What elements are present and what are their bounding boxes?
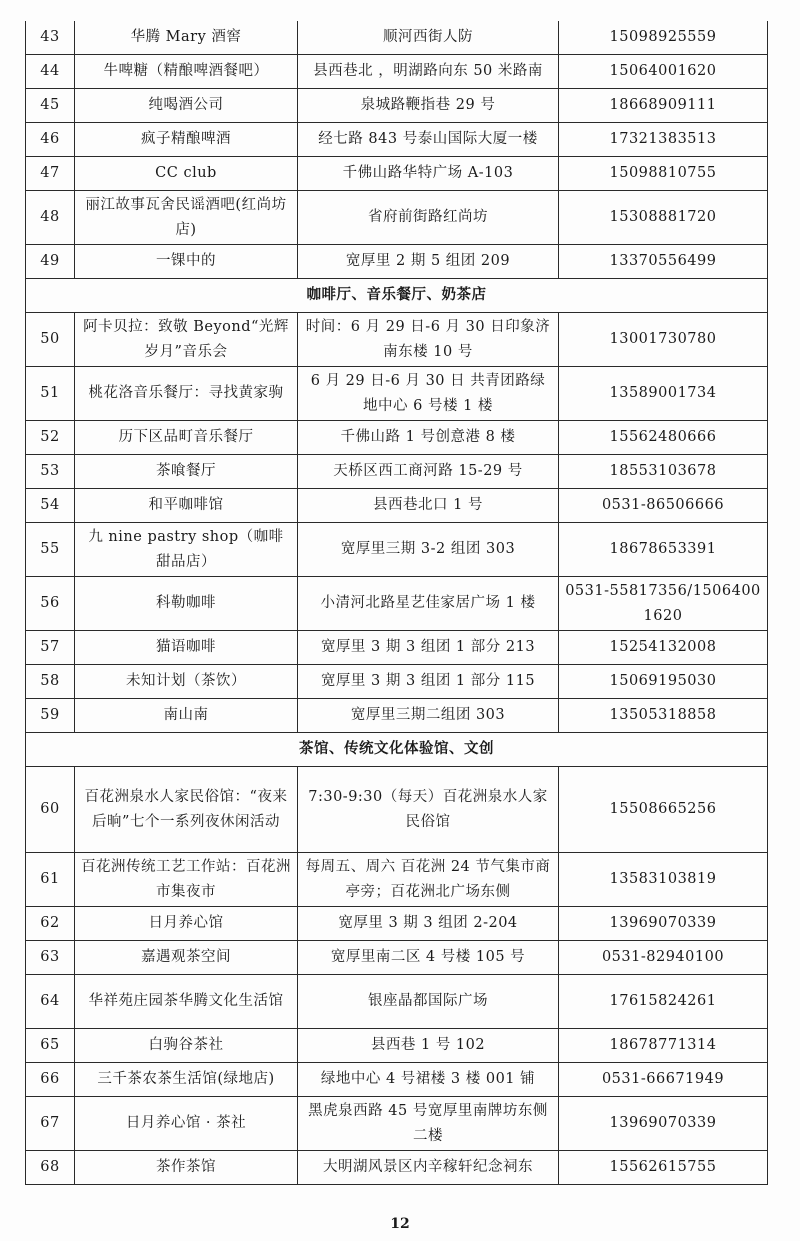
- row-number: 43: [26, 21, 75, 55]
- venue-address: 大明湖风景区内辛稼轩纪念祠东: [298, 1151, 559, 1185]
- row-number: 56: [26, 577, 75, 631]
- venue-name: 桃花洛音乐餐厅：寻找黄家驹: [75, 367, 298, 421]
- venue-address: 宽厚里三期 3-2 组团 303: [298, 523, 559, 577]
- venue-phone: 0531-82940100: [559, 941, 768, 975]
- venue-phone: 13969070339: [559, 1097, 768, 1151]
- venue-phone: 0531-66671949: [559, 1063, 768, 1097]
- venue-address: 宽厚里 2 期 5 组团 209: [298, 245, 559, 279]
- table-row: [26, 975, 768, 1029]
- venue-address: 千佛山路华特广场 A-103: [298, 157, 559, 191]
- section-header-row: [26, 279, 768, 313]
- row-number: 45: [26, 89, 75, 123]
- venue-phone: 15562480666: [559, 421, 768, 455]
- table-row: [26, 853, 768, 907]
- row-number: 53: [26, 455, 75, 489]
- venue-phone: 15508665256: [559, 767, 768, 853]
- row-number: 48: [26, 191, 75, 245]
- table-row: [26, 699, 768, 733]
- row-number: 66: [26, 1063, 75, 1097]
- table-row: [26, 907, 768, 941]
- venue-address: 小清河北路星艺佳家居广场 1 楼: [298, 577, 559, 631]
- venue-phone: 13370556499: [559, 245, 768, 279]
- venue-address: 时间：6 月 29 日-6 月 30 日印象济南东楼 10 号: [298, 313, 559, 367]
- venue-phone: 0531-55817356/15064001620: [559, 577, 768, 631]
- venue-phone: 13505318858: [559, 699, 768, 733]
- section-header-row: [26, 733, 768, 767]
- table-row: [26, 1063, 768, 1097]
- venue-name: 华腾 Mary 酒窖: [75, 21, 298, 55]
- venue-name: 茶作茶馆: [75, 1151, 298, 1185]
- row-number: 52: [26, 421, 75, 455]
- table-row: [26, 1097, 768, 1151]
- venue-address: 县西巷 1 号 102: [298, 1029, 559, 1063]
- table-row: [26, 577, 768, 631]
- row-number: 61: [26, 853, 75, 907]
- row-number: 57: [26, 631, 75, 665]
- venue-phone: 15254132008: [559, 631, 768, 665]
- venue-name: 历下区品町音乐餐厅: [75, 421, 298, 455]
- venue-phone: 18553103678: [559, 455, 768, 489]
- venue-address: 千佛山路 1 号创意港 8 楼: [298, 421, 559, 455]
- venue-phone: 17321383513: [559, 123, 768, 157]
- row-number: 50: [26, 313, 75, 367]
- venue-name: 日月养心馆: [75, 907, 298, 941]
- venue-address: 省府前街路红尚坊: [298, 191, 559, 245]
- venue-name: 一锞中的: [75, 245, 298, 279]
- venue-name: 白驹谷茶社: [75, 1029, 298, 1063]
- venue-address: 7:30-9:30（每天）百花洲泉水人家民俗馆: [298, 767, 559, 853]
- venue-name: 百花洲泉水人家民俗馆：“夜来后晌”七个一系列夜休闲活动: [75, 767, 298, 853]
- row-number: 51: [26, 367, 75, 421]
- row-number: 63: [26, 941, 75, 975]
- page-number: 12: [390, 1216, 410, 1232]
- table-row: [26, 1029, 768, 1063]
- venue-phone: 18678771314: [559, 1029, 768, 1063]
- venue-name: 九 nine pastry shop（咖啡甜品店）: [75, 523, 298, 577]
- venue-phone: 13583103819: [559, 853, 768, 907]
- table-row: [26, 455, 768, 489]
- venue-address: 天桥区西工商河路 15-29 号: [298, 455, 559, 489]
- venue-name: 和平咖啡馆: [75, 489, 298, 523]
- table-row: [26, 523, 768, 577]
- venue-phone: 15064001620: [559, 55, 768, 89]
- row-number: 54: [26, 489, 75, 523]
- row-number: 55: [26, 523, 75, 577]
- table-row: [26, 767, 768, 853]
- table-row: [26, 123, 768, 157]
- table-row: [26, 21, 768, 55]
- venue-name: 日月养心馆 · 茶社: [75, 1097, 298, 1151]
- venue-name: 百花洲传统工艺工作站：百花洲市集夜市: [75, 853, 298, 907]
- venue-name: CC club: [75, 157, 298, 191]
- table-row: [26, 313, 768, 367]
- row-number: 62: [26, 907, 75, 941]
- venue-phone: 17615824261: [559, 975, 768, 1029]
- row-number: 65: [26, 1029, 75, 1063]
- venue-phone: 0531-86506666: [559, 489, 768, 523]
- section-title: 咖啡厅、音乐餐厅、奶茶店: [26, 279, 768, 313]
- row-number: 49: [26, 245, 75, 279]
- venue-phone: 15098810755: [559, 157, 768, 191]
- venue-phone: 13969070339: [559, 907, 768, 941]
- venue-address: 银座晶都国际广场: [298, 975, 559, 1029]
- venue-phone: 15069195030: [559, 665, 768, 699]
- venue-name: 华祥苑庄园茶华腾文化生活馆: [75, 975, 298, 1029]
- venue-address: 宽厚里 3 期 3 组团 1 部分 213: [298, 631, 559, 665]
- table-row: [26, 191, 768, 245]
- section-title: 茶馆、传统文化体验馆、文创: [26, 733, 768, 767]
- row-number: 60: [26, 767, 75, 853]
- venue-address: 县西巷北 ，明湖路向东 50 米路南: [298, 55, 559, 89]
- row-number: 67: [26, 1097, 75, 1151]
- venue-name: 牛啤糖（精酿啤酒餐吧）: [75, 55, 298, 89]
- venue-table: [25, 21, 768, 1185]
- venue-address: 6 月 29 日-6 月 30 日 共青团路绿地中心 6 号楼 1 楼: [298, 367, 559, 421]
- venue-address: 宽厚里 3 期 3 组团 1 部分 115: [298, 665, 559, 699]
- venue-address: 宽厚里南二区 4 号楼 105 号: [298, 941, 559, 975]
- table-row: [26, 157, 768, 191]
- venue-address: 黑虎泉西路 45 号宽厚里南牌坊东侧二楼: [298, 1097, 559, 1151]
- table-row: [26, 55, 768, 89]
- venue-phone: 15562615755: [559, 1151, 768, 1185]
- row-number: 64: [26, 975, 75, 1029]
- venue-phone: 15308881720: [559, 191, 768, 245]
- venue-phone: 15098925559: [559, 21, 768, 55]
- venue-phone: 18668909111: [559, 89, 768, 123]
- table-row: [26, 245, 768, 279]
- venue-name: 南山南: [75, 699, 298, 733]
- venue-name: 疯子精酿啤酒: [75, 123, 298, 157]
- table-row: [26, 367, 768, 421]
- row-number: 68: [26, 1151, 75, 1185]
- venue-address: 经七路 843 号泰山国际大厦一楼: [298, 123, 559, 157]
- table-row: [26, 421, 768, 455]
- table-row: [26, 489, 768, 523]
- venue-name: 嘉遇观茶空间: [75, 941, 298, 975]
- table-row: [26, 941, 768, 975]
- venue-name: 纯喝酒公司: [75, 89, 298, 123]
- table-row: [26, 89, 768, 123]
- row-number: 47: [26, 157, 75, 191]
- venue-address: 绿地中心 4 号裙楼 3 楼 001 铺: [298, 1063, 559, 1097]
- table-row: [26, 1151, 768, 1185]
- venue-name: 科勒咖啡: [75, 577, 298, 631]
- venue-address: 泉城路鞭指巷 29 号: [298, 89, 559, 123]
- venue-phone: 18678653391: [559, 523, 768, 577]
- venue-address: 宽厚里 3 期 3 组团 2-204: [298, 907, 559, 941]
- row-number: 44: [26, 55, 75, 89]
- venue-name: 三千茶农茶生活馆(绿地店): [75, 1063, 298, 1097]
- venue-phone: 13001730780: [559, 313, 768, 367]
- venue-phone: 13589001734: [559, 367, 768, 421]
- table-row: [26, 665, 768, 699]
- venue-address: 县西巷北口 1 号: [298, 489, 559, 523]
- venue-table-body: [26, 21, 768, 1185]
- venue-address: 顺河西街人防: [298, 21, 559, 55]
- table-row: [26, 631, 768, 665]
- venue-name: 未知计划（茶饮）: [75, 665, 298, 699]
- venue-name: 猫语咖啡: [75, 631, 298, 665]
- venue-name: 茶喰餐厅: [75, 455, 298, 489]
- row-number: 59: [26, 699, 75, 733]
- venue-name: 丽江故事瓦舍民谣酒吧(红尚坊店): [75, 191, 298, 245]
- venue-address: 每周五、周六 百花洲 24 节气集市商亭旁；百花洲北广场东侧: [298, 853, 559, 907]
- row-number: 58: [26, 665, 75, 699]
- venue-address: 宽厚里三期二组团 303: [298, 699, 559, 733]
- venue-name: 阿卡贝拉：致敬 Beyond“光辉岁月”音乐会: [75, 313, 298, 367]
- row-number: 46: [26, 123, 75, 157]
